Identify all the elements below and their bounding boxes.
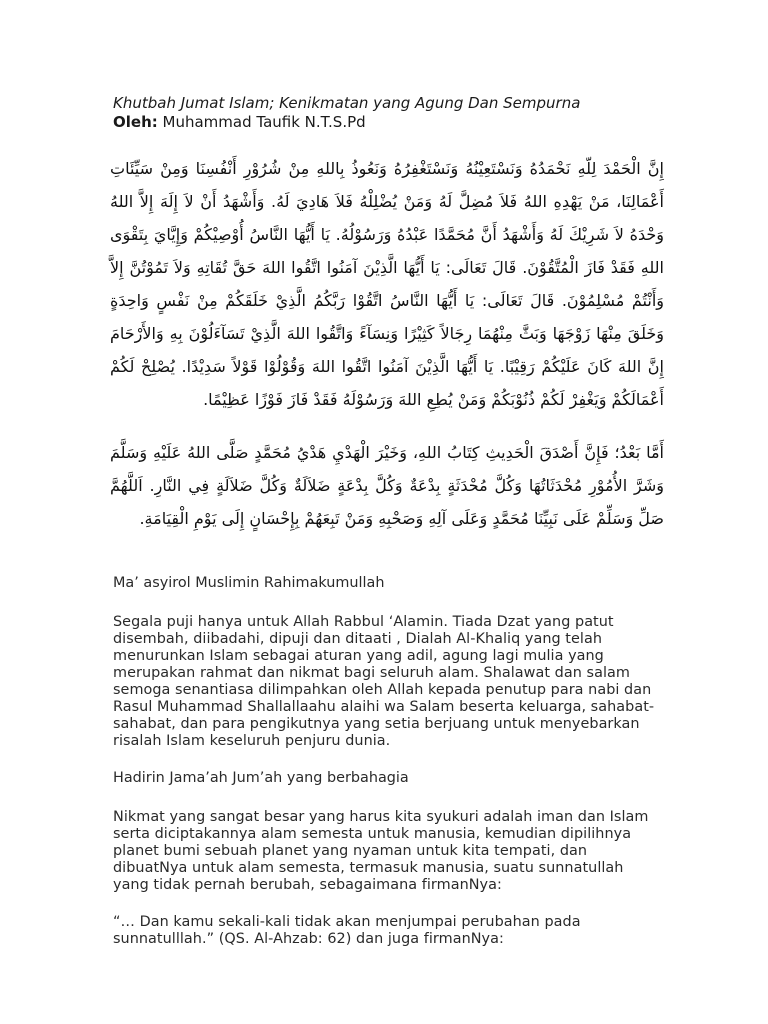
author-name: Muhammad Taufik N.T.S.Pd [162,113,366,131]
document-page [110,94,664,968]
body-paragraph-1: Segala puji hanya untuk Allah Rabbul ‘Alamin. Tiada Dzat yang patut disembah, diibadahi, dipuji dan ditaati , Dialah Al-Khaliq yang telah menurunkan Islam sebagai aturan yang adil, agung lagi mulia yang merupakan rahmat dan nikmat bagi seluruh alam. Shalawat dan salam semoga senantiasa dilimpahkan oleh Allah kepada penutup para nabi dan Rasul Muhammad Shallallaahu alaihi wa Salam beserta keluarga, sahabat-sahabat, dan para pengikutnya yang setia berjuang untuk menyebarkan risalah Islam keseluruh penjuru dunia. [113,614,655,749]
greeting-heading-2: Hadirin Jama’ah Jum’ah yang berbahagia [113,770,409,786]
quote-paragraph: “… Dan kamu sekali-kali tidak akan menjumpai perubahan pada sunnatulllah.” (QS. Al-Ahzab: 62) dan juga firmanNya: [113,914,581,947]
author-label: Oleh: [113,113,158,131]
arabic-amma-badu: أَمَّا بَعْدُ؛ فَإِنَّ أَصْدَقَ الْحَدِيثِ كِتَابُ اللهِ، وَخَيْرَ الْهَدْيِ هَدْيُ مُحَمَّدٍ صَلَّى اللهُ عَلَيْهِ وَسَلَّمَ وَشَرَّ الأُمُوْرِ مُحْدَثَاتُهَا وَكُلَّ مُحْدَثَةٍ بِدْعَةٌ وَكُلَّ بِدْعَةٍ ضَلاَلَةٌ وَكُلَّ ضَلاَلَةٍ فِي النَّارِ. اَللَّهُمَّ صَلِّ وَسَلِّمْ عَلَى نَبِيِّنَا مُحَمَّدٍ وَعَلَى آلِهِ وَصَحْبِهِ وَمَنْ تَبِعَهُمْ بِإِحْسَانٍ إِلَى يَوْمِ الْقِيَامَةِ. [110,443,664,528]
arabic-opening-prayer: إِنَّ الْحَمْدَ لِلّهِ نَحْمَدُهُ وَنَسْتَعِيْنُهُ وَنَسْتَغْفِرُهُ وَنَعُوذُ بِاللهِ مِنْ شُرُوْرِ أَنْفُسِنَا وَمِنْ سَيِّئَاتِ أَعْمَالِنَا، مَنْ يَهْدِهِ اللهُ فَلاَ مُضِلَّ لَهُ وَمَنْ يُضْلِلْهُ فَلاَ هَادِيَ لَهُ. وَأَشْهَدُ أَنْ لاَ إِلَهَ إِلاَّ اللهُ وَحْدَهُ لاَ شَرِيْكَ لَهُ وَأَشْهَدُ أَنَّ مُحَمَّدًا عَبْدُهُ وَرَسُوْلُهُ. يَا أَيُّهَا النَّاسُ أُوْصِيْكُمْ وَإِيَّايَ بِتَقْوَى اللهِ فَقَدْ فَازَ الْمُتَّقُوْنَ. قَالَ تَعَالَى: يَا أَيُّهَا الَّذِيْنَ آمَنُوا اتَّقُوا اللهَ حَقَّ تُقَاتِهِ وَلاَ تَمُوْتُنَّ إِلاَّ وَأَنْتُمْ مُسْلِمُوْنَ. قَالَ تَعَالَى: يَا أَيُّهَا النَّاسُ اتَّقُوْا رَبَّكُمُ الَّذِيْ خَلَقَكُمْ مِنْ نَفْسٍ وَاحِدَةٍ وَخَلَقَ مِنْهَا زَوْجَهَا وَبَثَّ مِنْهُمَا رِجَالاً كَثِيْرًا وَنِسَآءً وَاتَّقُوا اللهَ الَّذِيْ تَسَآءَلُوْنَ بِهِ وَالأَرْحَامَ إِنَّ اللهَ كَانَ عَلَيْكُمْ رَقِيْبًا. يَا أَيُّهَا الَّذِيْنَ آمَنُوا اتَّقُوا اللهَ وَقُوْلُوْا قَوْلاً سَدِيْدًا. يُصْلِحْ لَكُمْ أَعْمَالَكُمْ وَيَغْفِرْ لَكُمْ ذُنُوْبَكُمْ وَمَنْ يُطِعِ اللهَ وَرَسُوْلَهُ فَقَدْ فَازَ فَوْزًا عَظِيْمًا. [110,159,664,409]
page-title: Khutbah Jumat Islam; Kenikmatan yang Agung Dan Sempurna [113,94,581,112]
greeting-heading-1: Ma’ asyirol Muslimin Rahimakumullah [113,575,385,591]
author-line [113,113,661,132]
body-paragraph-2: Nikmat yang sangat besar yang harus kita syukuri adalah iman dan Islam serta diciptakannya alam semesta untuk manusia, kemudian dipilihnya planet bumi sebuah planet yang nyaman untuk kita tempati, dan dibuatNya untuk alam semesta, termasuk manusia, suatu sunnatullah yang tidak pernah berubah, sebagaimana firmanNya: [113,809,649,893]
